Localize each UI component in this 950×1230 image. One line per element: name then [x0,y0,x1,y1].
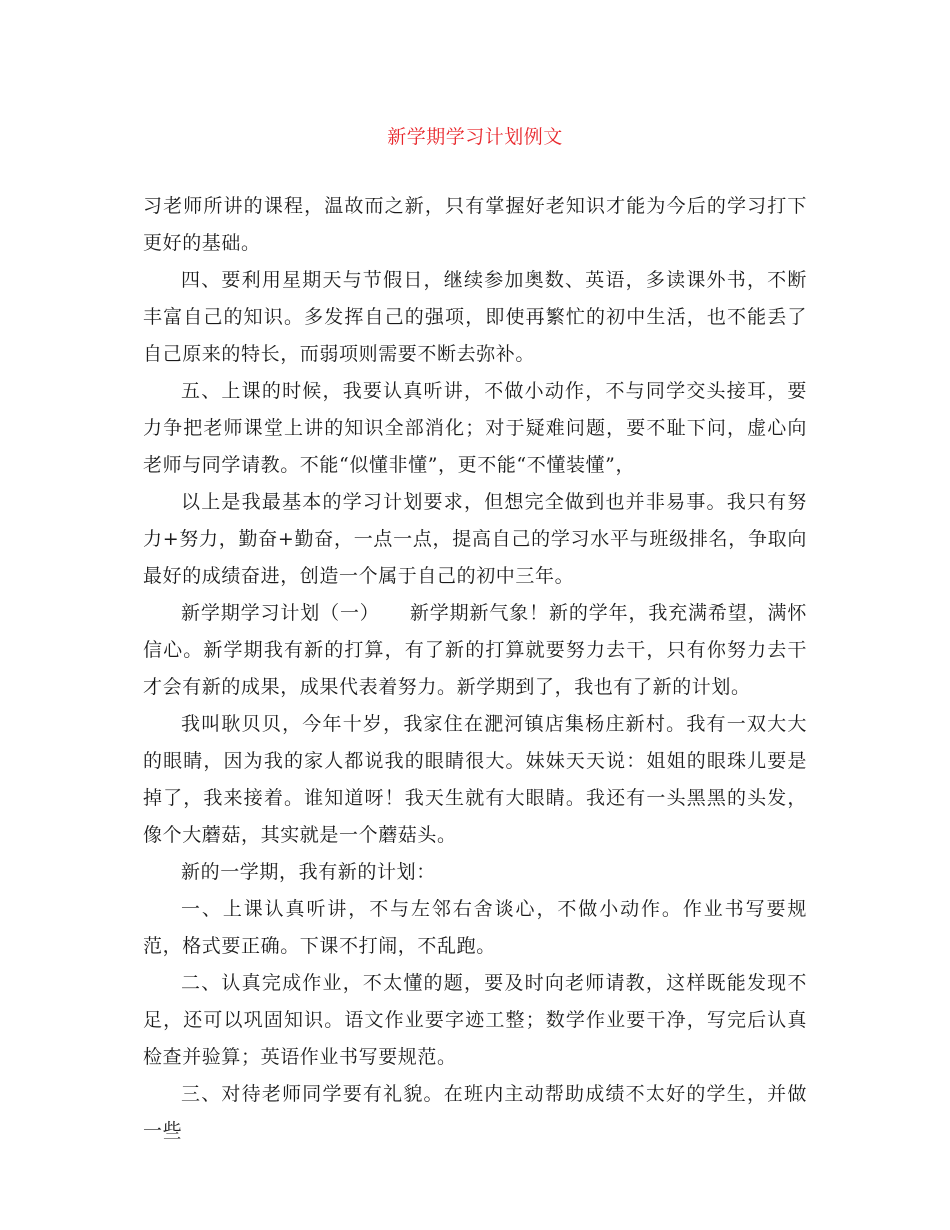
paragraph-plan-item-three: 三、对待老师同学要有礼貌。在班内主动帮助成绩不太好的学生，并做一些 [143,1083,807,1142]
paragraph-continuation: 习老师所讲的课程，温故而之新，只有掌握好老知识才能为今后的学习打下更好的基础。 [143,195,807,254]
paragraph-plan-item-one: 一、上课认真听讲，不与左邻右舍谈心，不做小动作。作业书写要规范，格式要正确。下课不打闹，不乱跑。 [143,898,807,957]
paragraph-summary: 以上是我最基本的学习计划要求，但想完全做到也并非易事。我只有努力+努力，勤奋+勤奋，一点一点，提高自己的学习水平与班级排名，争取向最好的成绩奋进，创造一个属于自己的初中三年。 [143,491,807,587]
paragraph-self-introduction: 我叫耿贝贝，今年十岁，我家住在淝河镇店集杨庄新村。我有一双大大的眼睛，因为我的家人都说我的眼睛很大。妹妹天天说：姐姐的眼珠儿要是掉了，我来接着。谁知道呀！我天生就有大眼睛。我还有一头黑黑的头发，像个大蘑菇，其实就是一个蘑菇头。 [143,713,807,846]
paragraph-new-plan-heading: 新的一学期，我有新的计划： [181,861,436,883]
paragraph-plan-one-intro: 新学期学习计划（一） 新学期新气象！新的学年，我充满希望，满怀信心。新学期我有新的打算，有了新的打算就要努力去干，只有你努力去干才会有新的成果，成果代表着努力。新学期到了，我也有了新的计划。 [143,602,807,698]
document-body [143,188,807,1150]
paragraph-point-four: 四、要利用星期天与节假日，继续参加奥数、英语，多读课外书，不断丰富自己的知识。多发挥自己的强项，即使再繁忙的初中生活，也不能丢了自己原来的特长，而弱项则需要不断去弥补。 [143,269,807,365]
document-title: 新学期学习计划例文 [387,126,563,148]
paragraph-point-five: 五、上课的时候，我要认真听讲，不做小动作，不与同学交头接耳，要力争把老师课堂上讲的知识全部消化；对于疑难问题，要不耻下问，虚心向老师与同学请教。不能“似懂非懂”，更不能“不懂装懂”， [143,380,807,476]
paragraph-plan-item-two: 二、认真完成作业，不太懂的题，要及时向老师请教，这样既能发现不足，还可以巩固知识。语文作业要字迹工整；数学作业要干净，写完后认真检查并验算；英语作业书写要规范。 [143,972,807,1068]
